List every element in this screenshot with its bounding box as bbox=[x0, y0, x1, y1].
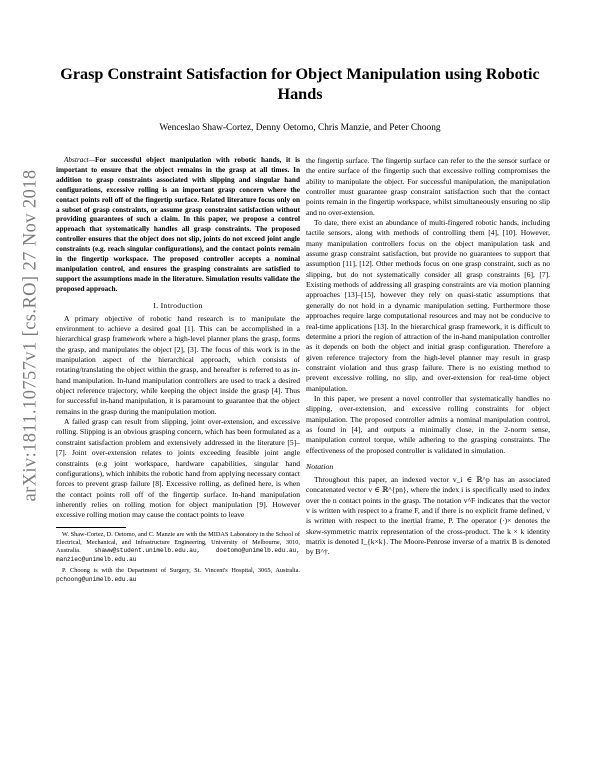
right-column bbox=[306, 156, 550, 558]
abstract-label: Abstract bbox=[64, 156, 89, 164]
arxiv-identifier bbox=[14, 100, 48, 570]
intro-paragraph-5: In this paper, we present a novel controller that systematically handles no slipping, over-extension, and excessive rolling constraints for object manipulation. The proposed controller admits a nominal manipulation control, as found in [4], and outputs a minimally close, in the 2-norm sense, manipulation control torque, while adhering to the grasping constraints. The effectiveness of the proposed controller is validated in simulation. bbox=[306, 393, 550, 455]
author-list: Wenceslao Shaw-Cortez, Denny Oetomo, Chris Manzie, and Peter Choong bbox=[159, 123, 441, 133]
abstract: Abstract—For successful object manipulation with robotic hands, it is important to ensure that the object remains in the grasp at all times. In addition to grasp constraints associated with slipping and singular hand configurations, excessive rolling is an important grasp concern where the contact points roll off of the fingertip surface. Related literature focus only on a subset of grasp constraints, or assume grasp constraint satisfaction without providing guarantees of such a claim. In this paper, we propose a control approach that systematically handles all grasp constraints. The proposed controller ensures that the object does not slip, joints do not exceed joint angle constraints (e.g. reach singular configurations), and the contact points remain in the fingertip workspace. The proposed controller accepts a nominal manipulation control, and ensures the grasping constraints are satisfied to support the assumptions made in the literature. Simulation results validate the proposed approach. bbox=[56, 156, 300, 293]
intro-paragraph-2: A failed grasp can result from slipping, joint over-extension, and excessive rolling. Slipping is an obvious grasping concern, which has been formulated as a constraint satisfaction problem and extensively addressed in the literature [5]–[7]. Joint over-extension relates to joints exceeding feasible joint angle constraints (e.g joint workspace, hardware capabilities, singular hand configurations), which inhibits the robotic hand from applying necessary contact forces to prevent grasp failure [8]. Excessive rolling, as defined here, is when the contact points roll off of the fingertip surface. In-hand manipulation inherently relies on rolling motion for object manipulation [9]. However excessive rolling motion may cause the contact points to leave bbox=[56, 417, 300, 520]
footnote-email-choong: pchoong@unimelb.edu.au bbox=[56, 575, 137, 583]
intro-paragraph-3: the fingertip surface. The fingertip surface can refer to the the sensor surface or the entire surface of the fingertip such that excessive rolling compromises the ability to manipulate the object. For successful manipulation, the manipulation controller must guarantee grasp constraint satisfaction such that the contact points remain in the fingertip workspace, whilst simultaneously ensuring no slip and no over-extension. bbox=[306, 156, 550, 217]
paper-title: Grasp Constraint Satisfaction for Object Manipulation using Robotic Hands bbox=[60, 65, 540, 103]
intro-paragraph-1: A primary objective of robotic hand research is to manipulate the environment to achieve a desired goal [1]. This can be accomplished in a hierarchical grasp framework where a high-level planner plans the grasp, forms the grasp, and manipulates the object [2], [3]. The focus of this work is in the manipulation aspect of the hierarchical approach, which consists of rotating/translating the object within the grasp, and hereafter is referred to as in-hand manipulation. In-hand manipulation controllers are used to track a desired object reference trajectory, while keeping the object inside the grasp [4]. Thus for successful in-hand manipulation, it is paramount to guarantee that the object remains in the grasp during the manipulation motion. bbox=[56, 313, 300, 416]
section-heading-introduction: I. Introduction bbox=[153, 300, 203, 310]
footnote-divider bbox=[56, 527, 126, 528]
notation-heading: Notation bbox=[306, 461, 334, 471]
abstract-text: For successful object manipulation with robotic hands, it is important to ensure that the object remains in the grasp at all times. In addition to grasp constraints associated with slipping and singular hand configurations, excessive rolling is an important grasp concern where the contact points roll off of the fingertip surface. Related literature focus only on a subset of grasp constraints, or assume grasp constraint satisfaction without providing guarantees of such a claim. In this paper, we propose a control approach that systematically handles all grasp constraints. The proposed controller ensures that the object does not slip, joints do not exceed joint angle constraints (e.g. reach singular configurations), and the contact points remain in the fingertip workspace. The proposed controller accepts a nominal manipulation control, and ensures the grasping constraints are satisfied to support the assumptions made in the literature. Simulation results validate the proposed approach. bbox=[56, 156, 300, 293]
footnote-authors-melbourne: W. Shaw-Cortez, D. Oetomo, and C. Manzie are with the MIDAS Laboratory in the School of Electrical, Mechanical, and Infrastructure Engineering, University of Melbourne, 3010, Australia. shaww@student.unimelb.edu.au, doetomo@unimelb.edu.au, manziec@unimelb.edu.au bbox=[56, 530, 300, 563]
footnote-author-choong: P. Choong is with the Department of Surgery, St. Vincent's Hospital, 3065, Australia. pchoong@unimelb.edu.au bbox=[56, 567, 300, 583]
intro-paragraph-4: To date, there exist an abundance of multi-fingered robotic hands, including tactile sensors, along with methods of controlling them [4], [10]. However, many manipulation controllers focus on the object manipulation task and assume grasp constraint satisfaction, but provide no guarantees to support that assumption [11], [12]. Other methods focus on one grasp constraint, such as no slipping, but do not systematically consider all grasp constraints [6], [7]. Existing methods of addressing all grasping constraints are via motion planning approaches [13]–[15], however they rely on quasi-static assumptions that generally do not hold in a dynamic manipulation setting. Furthermore those approaches require large computational resources and may not be conducive to real-time applications [13]. In the hierarchical grasp framework, it is difficult to determine a priori the region of attraction of the in-hand manipulation controller as it depends on both the object and initial grasp configuration. Therefore a given reference trajectory from the high-level planner may result in grasp constraint violation and thus grasp failure. There is no existing method to prevent excessive rolling, no slip, and over-extension for real-time object manipulation. bbox=[306, 218, 550, 393]
footnote-emails-melbourne: shaww@student.unimelb.edu.au, doetomo@unimelb.edu.au, manziec@unimelb.edu.au bbox=[56, 547, 300, 563]
notation-paragraph: Throughout this paper, an indexed vector v_i ∈ ℝ^p has an associated concatenated vector v ∈ ℝ^{pn}, where the index i is specifically used to index over the n contact points in the grasp. The notation v^F indicates that the vector v is written with respect to a frame F, and if there is no explicit frame defined, v is written with respect to the inertial frame, P. The operator (·)× denotes the skew-symmetric matrix representation of the cross-product. The k × k identity matrix is denoted I_{k×k}. The Moore-Penrose inverse of a matrix B is denoted by B^†. bbox=[306, 474, 550, 557]
arxiv-id-text: arXiv:1811.10757v1 [cs.RO] 27 Nov 2018 bbox=[20, 168, 41, 502]
left-column bbox=[56, 156, 300, 584]
